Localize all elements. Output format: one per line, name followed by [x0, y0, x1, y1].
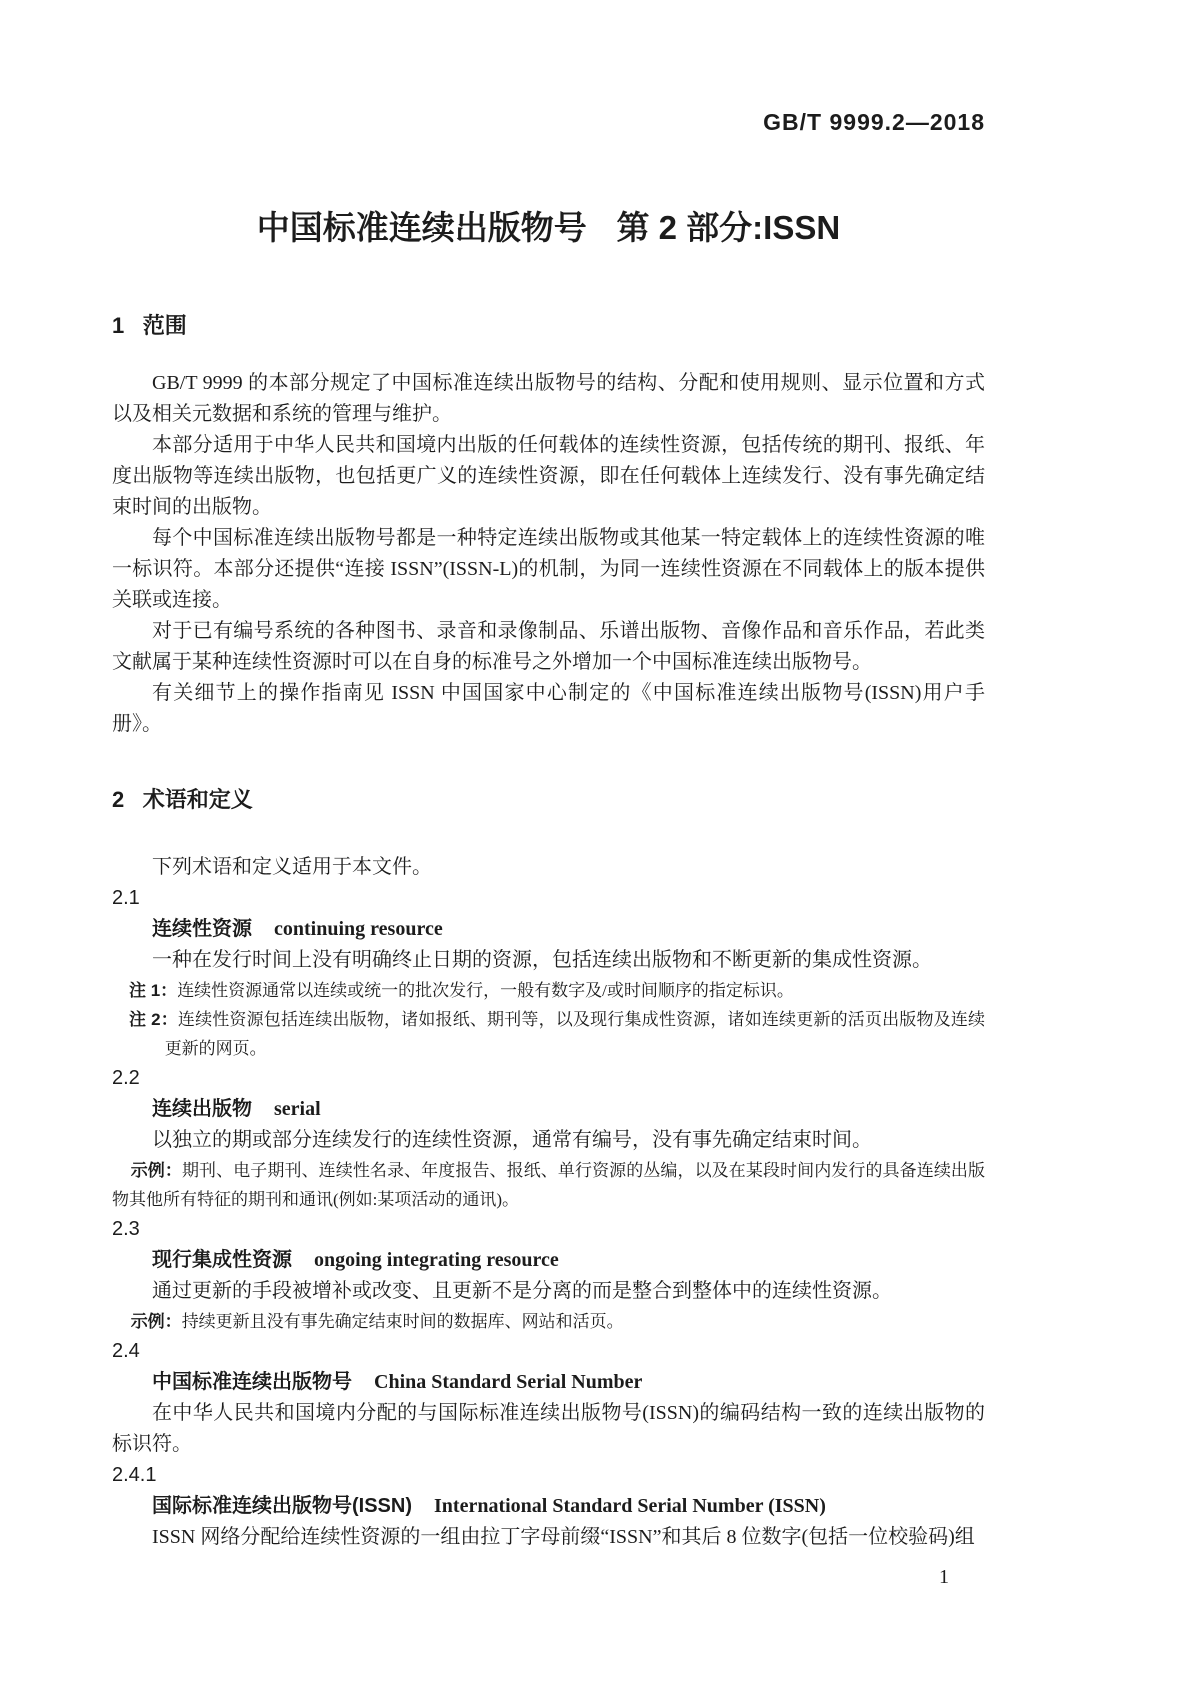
- term-en: ongoing integrating resource: [314, 1249, 559, 1271]
- term-number: 2.3: [112, 1218, 140, 1240]
- page-number: 1: [939, 1566, 949, 1588]
- note-label: 注 2：: [129, 1010, 178, 1029]
- term-number: 2.4.1: [112, 1464, 157, 1486]
- term-definition: 一种在发行时间上没有明确终止日期的资源，包括连续出版物和不断更新的集成性资源。: [152, 949, 932, 971]
- term-heading: [112, 1491, 985, 1522]
- example-label: 示例：: [130, 1161, 182, 1180]
- clause-2-number: 2: [112, 787, 125, 812]
- term-heading: [112, 1094, 985, 1125]
- term-example: [112, 1307, 985, 1336]
- clause-2-title: 术语和定义: [142, 787, 253, 812]
- term-heading: [112, 1245, 985, 1276]
- example-label: 示例：: [130, 1312, 182, 1331]
- terms-intro: 下列术语和定义适用于本文件。: [152, 856, 432, 878]
- term-en: serial: [274, 1098, 321, 1120]
- term-en: International Standard Serial Number (ISSN): [434, 1495, 826, 1517]
- term-example: [112, 1156, 985, 1214]
- scope-paragraph: 本部分适用于中华人民共和国境内出版的任何载体的连续性资源，包括传统的期刊、报纸、年度出版物等连续出版物，也包括更广义的连续性资源，即在任何载体上连续发行、没有事先确定结束时间的出版物。: [112, 434, 985, 518]
- note-text: 连续性资源包括连续出版物，诸如报纸、期刊等，以及现行集成性资源，诸如连续更新的活页出版物及连续更新的网页。: [164, 1010, 985, 1058]
- term-note: [112, 976, 985, 1005]
- scope-paragraph: 有关细节上的操作指南见 ISSN 中国国家中心制定的《中国标准连续出版物号(ISSN)用户手册》。: [112, 682, 985, 735]
- term-zh: 中国标准连续出版物号: [152, 1371, 352, 1393]
- term-zh: 国际标准连续出版物号(ISSN): [152, 1495, 412, 1517]
- term-zh: 连续性资源: [152, 918, 252, 940]
- term-heading: [112, 914, 985, 945]
- clause-1-number: 1: [112, 313, 125, 338]
- clause-1-heading: [112, 312, 985, 340]
- document-title: [112, 206, 985, 250]
- title-part: 第 2 部分:ISSN: [616, 209, 841, 246]
- note-label: 注 1：: [129, 981, 178, 1000]
- scope-paragraph: 对于已有编号系统的各种图书、录音和录像制品、乐谱出版物、音像作品和音乐作品，若此类文献属于某种连续性资源时可以在自身的标准号之外增加一个中国标准连续出版物号。: [112, 620, 985, 673]
- example-text: 期刊、电子期刊、连续性名录、年度报告、报纸、单行资源的丛编，以及在某段时间内发行的具备连续出版物其他所有特征的期刊和通讯(例如:某项活动的通讯)。: [112, 1161, 985, 1209]
- scope-paragraph: 每个中国标准连续出版物号都是一种特定连续出版物或其他某一特定载体上的连续性资源的唯一标识符。本部分还提供“连接 ISSN”(ISSN-L)的机制，为同一连续性资源在不同载体上的版本提供关联或连接。: [112, 527, 985, 611]
- term-definition: ISSN 网络分配给连续性资源的一组由拉丁字母前缀“ISSN”和其后 8 位数字(包括一位校验码)组: [152, 1526, 975, 1548]
- term-number: 2.1: [112, 887, 140, 909]
- clause-2-heading: [112, 786, 985, 814]
- note-text: 连续性资源通常以连续或统一的批次发行，一般有数字及/或时间顺序的指定标识。: [177, 981, 794, 1000]
- example-text: 持续更新且没有事先确定结束时间的数据库、网站和活页。: [181, 1312, 624, 1331]
- term-zh: 现行集成性资源: [152, 1249, 292, 1271]
- scope-paragraph: GB/T 9999 的本部分规定了中国标准连续出版物号的结构、分配和使用规则、显示位置和方式以及相关元数据和系统的管理与维护。: [112, 372, 985, 425]
- term-note: [112, 1005, 985, 1063]
- term-en: continuing resource: [274, 918, 443, 940]
- term-definition: 以独立的期或部分连续发行的连续性资源，通常有编号，没有事先确定结束时间。: [152, 1129, 872, 1151]
- clause-1-title: 范围: [142, 313, 187, 338]
- term-number: 2.4: [112, 1340, 140, 1362]
- title-main: 中国标准连续出版物号: [256, 209, 587, 246]
- term-number: 2.2: [112, 1067, 140, 1089]
- term-definition: 在中华人民共和国境内分配的与国际标准连续出版物号(ISSN)的编码结构一致的连续出版物的标识符。: [112, 1402, 985, 1455]
- term-zh: 连续出版物: [152, 1098, 252, 1120]
- document-page: [112, 0, 985, 1591]
- term-en: China Standard Serial Number: [374, 1371, 643, 1393]
- doc-number: GB/T 9999.2—2018: [763, 109, 985, 135]
- term-definition: 通过更新的手段被增补或改变、且更新不是分离的而是整合到整体中的连续性资源。: [152, 1280, 892, 1302]
- term-heading: [112, 1367, 985, 1398]
